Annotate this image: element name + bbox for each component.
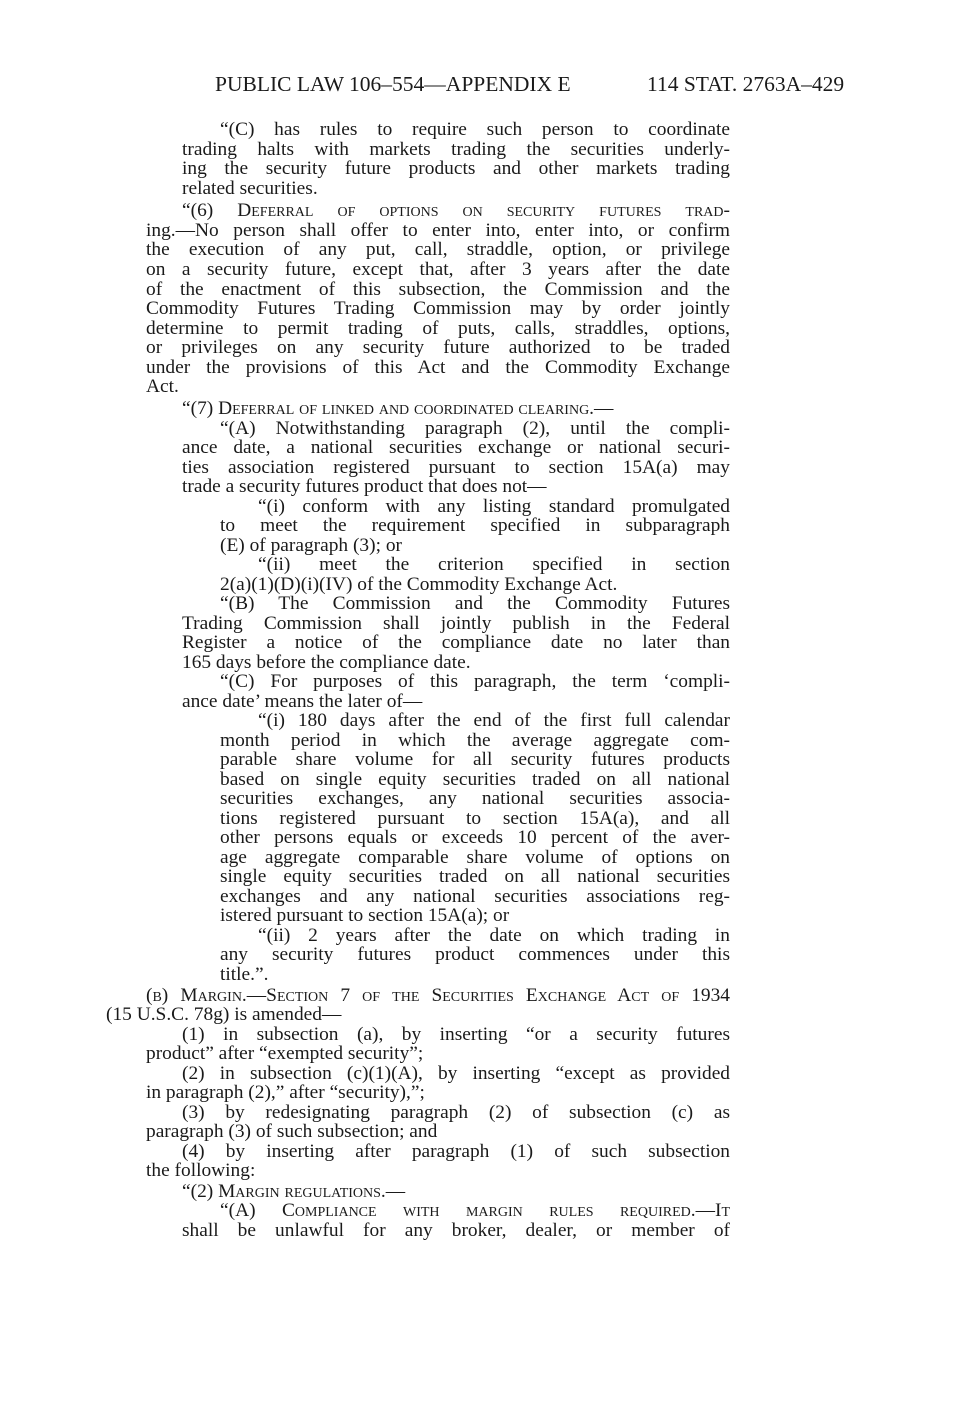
section-heading: “(7) Deferral of linked and coordinated clearing.—	[182, 398, 614, 419]
text-line: parable share volume for all security futures products	[220, 749, 730, 770]
text-line: title.”.	[220, 964, 269, 985]
text-line: Commodity Futures Trading Commission may by order jointly	[146, 298, 730, 319]
text-line: 165 days before the compliance date.	[182, 652, 471, 673]
stat-reference: 114 STAT. 2763A–429	[647, 72, 845, 96]
text-line: trade a security futures product that does not—	[182, 476, 547, 497]
text-line: in paragraph (2),” after “security),”;	[146, 1082, 425, 1103]
text-line: trading halts with markets trading the securities underly-	[182, 139, 730, 160]
text-line: “(B) The Commission and the Commodity Futures	[220, 593, 730, 614]
text-line: ing.—No person shall offer to enter into, enter into, or confirm	[146, 220, 730, 241]
text-line: the following:	[146, 1160, 256, 1181]
text-line: on a security future, except that, after 3 years after the date	[146, 259, 730, 280]
subsection-b-text: (b) Margin.—Section 7 of the Securities Exchange Act of 1934	[146, 985, 730, 1006]
text-line: product” after “exempted security”;	[146, 1043, 424, 1064]
text-line: under the provisions of this Act and the Commodity Exchange	[146, 357, 730, 378]
running-header	[215, 66, 875, 102]
text-line: age aggregate comparable share volume of options on	[220, 847, 730, 868]
text-line: based on single equity securities traded on all national	[220, 769, 730, 790]
section-heading: “(A) Compliance with margin rules required.—It	[220, 1200, 730, 1221]
text-line: to meet the requirement specified in subparagraph	[220, 515, 730, 536]
law-title: PUBLIC LAW 106–554—APPENDIX E	[215, 72, 571, 96]
text-line: (15 U.S.C. 78g) is amended—	[106, 1004, 342, 1025]
text-line: Act.	[146, 376, 179, 397]
text-line: “(ii) 2 years after the date on which trading in	[258, 925, 730, 946]
text-line: “(A) Notwithstanding paragraph (2), until the compli-	[220, 418, 730, 439]
text-line: month period in which the average aggregate com-	[220, 730, 730, 751]
text-line: (4) by inserting after paragraph (1) of such subsection	[182, 1141, 730, 1162]
text-line: determine to permit trading of puts, calls, straddles, options,	[146, 318, 730, 339]
text-line: exchanges and any national securities associations reg-	[220, 886, 730, 907]
text-line: “(i) 180 days after the end of the first full calendar	[258, 710, 730, 731]
text-line: (E) of paragraph (3); or	[220, 535, 402, 556]
text-line: “(C) has rules to require such person to coordinate	[220, 119, 730, 140]
text-line: tions registered pursuant to section 15A(a), and all	[220, 808, 730, 829]
text-line: Register a notice of the compliance date no later than	[182, 632, 730, 653]
text-line: ance date’ means the later of—	[182, 691, 423, 712]
text-line: the execution of any put, call, straddle, option, or privilege	[146, 239, 730, 260]
text-line: securities exchanges, any national securities associa-	[220, 788, 730, 809]
text-line: of the enactment of this subsection, the Commission and the	[146, 279, 730, 300]
text-line: other persons equals or exceeds 10 percent of the aver-	[220, 827, 730, 848]
text-line: istered pursuant to section 15A(a); or	[220, 905, 510, 926]
text-line: shall be unlawful for any broker, dealer, or member of	[182, 1220, 730, 1241]
text-line: (1) in subsection (a), by inserting “or a security futures	[182, 1024, 730, 1045]
text-line: paragraph (3) of such subsection; and	[146, 1121, 438, 1142]
text-line: or privileges on any security future authorized to be traded	[146, 337, 730, 358]
text-line: Trading Commission shall jointly publish in the Federal	[182, 613, 730, 634]
text-line: “(i) conform with any listing standard promulgated	[258, 496, 730, 517]
section-heading: “(6) Deferral of options on security futures trad-	[182, 200, 730, 221]
section-heading: “(2) Margin regulations.—	[182, 1181, 406, 1202]
text-line: 2(a)(1)(D)(i)(IV) of the Commodity Exchange Act.	[220, 574, 618, 595]
text-line: single equity securities traded on all national securities	[220, 866, 730, 887]
text-line: any security futures product commences under this	[220, 944, 730, 965]
text-line: ties association registered pursuant to section 15A(a) may	[182, 457, 730, 478]
text-line: “(ii) meet the criterion specified in section	[258, 554, 730, 575]
text-line: “(C) For purposes of this paragraph, the term ‘compli-	[220, 671, 730, 692]
text-line: (2) in subsection (c)(1)(A), by inserting “except as provided	[182, 1063, 730, 1084]
text-line: related securities.	[182, 178, 318, 199]
text-line: ing the security future products and other markets trading	[182, 158, 730, 179]
text-line: (3) by redesignating paragraph (2) of subsection (c) as	[182, 1102, 730, 1123]
subsection-heading	[146, 986, 730, 1006]
text-line: ance date, a national securities exchange or national securi-	[182, 437, 730, 458]
